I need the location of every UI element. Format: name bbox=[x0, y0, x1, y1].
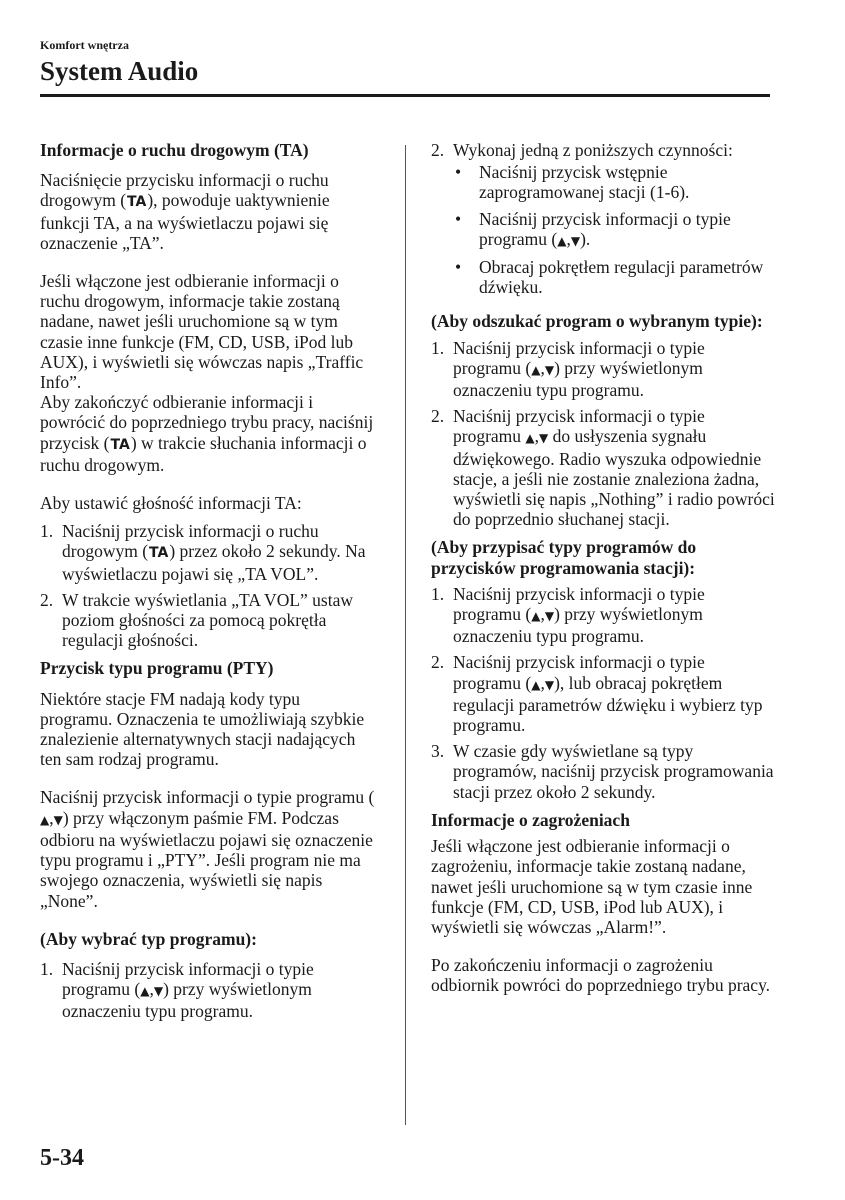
alarm-paragraph-2: Po zakończeniu informacji o zagrożeniu odbiornik powróci do poprzedniego trybu pracy. bbox=[431, 955, 771, 996]
page-number: 5-34 bbox=[40, 1145, 84, 1171]
arrow-down-icon: ▼ bbox=[544, 362, 555, 377]
bullet-item: • Naciśnij przycisk wstępnie zaprogramowanej stacji (1-6). bbox=[455, 162, 690, 203]
list-item: 2. Naciśnij przycisk informacji o typie programu ▲,▼ do usłyszenia sygnału dźwiękowego. Radio wyszuka odpowiednie stacje, a jeśli nie zostanie znaleziona żadna, wyświetli się napis „Nothing” i radio powróci do poprzednio słuchanej stacji. bbox=[431, 406, 775, 530]
arrow-down-icon: ▼ bbox=[53, 812, 63, 827]
alarm-heading: Informacje o zagrożeniach bbox=[431, 809, 630, 830]
assign-type-heading: (Aby przypisać typy programów do przycisków programowania stacji): bbox=[431, 537, 697, 578]
arrow-down-icon: ▼ bbox=[570, 233, 581, 248]
arrow-up-icon: ▲ bbox=[557, 233, 567, 248]
list-item: 1. Naciśnij przycisk informacji o typie programu (▲,▼) przy wyświetlonym oznaczeniu typu programu. bbox=[431, 337, 705, 401]
list-item: 3. W czasie gdy wyświetlane są typy programów, naciśnij przycisk programowania stacji przez około 2 sekundy. bbox=[431, 741, 774, 802]
title-rule bbox=[40, 94, 770, 97]
select-type-heading: (Aby wybrać typ programu): bbox=[40, 928, 257, 949]
page-title: System Audio bbox=[40, 56, 199, 86]
list-item: 2. Wykonaj jedną z poniższych czynności: • Naciśnij przycisk wstępnie zaprogramowanej stacji (1-6). • Naciśnij przycisk informacji o typie programu (▲,▼). • Obracaj pokrętłem regulacji parametrów dźwięku. bbox=[431, 140, 776, 303]
arrow-up-icon: ▲ bbox=[531, 677, 541, 692]
bullet-list bbox=[453, 162, 776, 297]
arrow-down-icon: ▼ bbox=[539, 431, 549, 446]
left-column bbox=[40, 140, 375, 1030]
ta-paragraph-3: Aby zakończyć odbieranie informacji i powrócić do poprzedniego trybu pracy, naciśnij przycisk (TA) w trakcie słuchania informacji o ruchu drogowym. bbox=[40, 392, 374, 475]
list-item: 1. Naciśnij przycisk informacji o typie programu (▲,▼) przy wyświetlonym oznaczeniu typu programu. bbox=[431, 583, 705, 647]
right-column bbox=[431, 140, 776, 1014]
ta-paragraph-1: Naciśnięcie przycisku informacji o ruchu drogowym (TA), powoduje uaktywnienie funkcji TA, a na wyświetlaczu pojawi się oznaczenie „TA”. bbox=[40, 170, 330, 253]
list-item: 2. W trakcie wyświetlania „TA VOL” ustaw poziom głośności za pomocą pokrętła regulacji głośności. bbox=[40, 589, 353, 651]
arrow-up-icon: ▲ bbox=[531, 609, 541, 624]
arrow-up-icon: ▲ bbox=[525, 431, 535, 446]
column-divider bbox=[405, 145, 406, 1125]
ta-volume-intro: Aby ustawić głośność informacji TA: bbox=[40, 493, 302, 514]
arrow-up-icon: ▲ bbox=[40, 812, 50, 827]
arrow-up-icon: ▲ bbox=[140, 984, 150, 999]
bullet-item: • Naciśnij przycisk informacji o typie programu (▲,▼). bbox=[453, 209, 776, 251]
select-type-steps-continued bbox=[431, 140, 776, 303]
arrow-up-icon: ▲ bbox=[531, 362, 541, 377]
list-item: 1. Naciśnij przycisk informacji o ruchu drogowym (TA) przez około 2 sekundy. Na wyświetlaczu pojawi się „TA VOL”. bbox=[40, 521, 366, 584]
list-item: 1. Naciśnij przycisk informacji o typie programu (▲,▼) przy wyświetlonym oznaczeniu typu programu. bbox=[40, 958, 314, 1022]
pty-heading: Przycisk typu programu (PTY) bbox=[40, 658, 274, 679]
assign-type-steps bbox=[431, 584, 776, 802]
ta-heading: Informacje o ruchu drogowym (TA) bbox=[40, 140, 309, 160]
ta-volume-steps bbox=[40, 521, 375, 650]
search-type-steps bbox=[431, 338, 776, 530]
ta-button-icon: TA bbox=[149, 545, 169, 562]
search-type-heading: (Aby odszukać program o wybranym typie): bbox=[431, 311, 763, 332]
arrow-down-icon: ▼ bbox=[544, 677, 555, 692]
ta-button-icon: TA bbox=[110, 436, 130, 453]
ta-paragraph-2: Jeśli włączone jest odbieranie informacji o ruchu drogowym, informacje takie zostaną nadane, nawet jeśli uruchomione są w tym czasie inne funkcje (FM, CD, USB, iPod lub AUX), i wyświetli się wówczas napis „Traffic Info”. bbox=[40, 271, 364, 393]
select-type-steps bbox=[40, 959, 375, 1022]
arrow-down-icon: ▼ bbox=[544, 609, 555, 624]
bullet-item: • Obracaj pokrętłem regulacji parametrów dźwięku. bbox=[455, 257, 764, 298]
ta-button-icon: TA bbox=[127, 194, 147, 211]
arrow-down-icon: ▼ bbox=[153, 984, 164, 999]
list-item: 2. Naciśnij przycisk informacji o typie programu (▲,▼), lub obracaj pokrętłem regulacji parametrów dźwięku i wybierz typ programu. bbox=[431, 652, 763, 736]
section-label: Komfort wnętrza bbox=[40, 38, 129, 52]
alarm-paragraph-1: Jeśli włączone jest odbieranie informacji o zagrożeniu, informacje takie zostaną nadane, nawet jeśli uruchomione są w tym czasie inne funkcje (FM, CD, USB, iPod lub AUX), i wyświetli się wówczas „Alarm!”. bbox=[431, 836, 753, 937]
pty-paragraph-2: Naciśnij przycisk informacji o typie programu (▲,▼) przy włączonym paśmie FM. Podczas odbioru na wyświetlaczu pojawi się oznaczenie typu programu i „PTY”. Jeśli program nie ma swojego oznaczenia, wyświetli się napis „None”. bbox=[40, 787, 375, 911]
pty-paragraph-1: Niektóre stacje FM nadają kody typu programu. Oznaczenia te umożliwiają szybkie znalezienie alternatywnych stacji nadających ten sam rodzaj programu. bbox=[40, 688, 365, 770]
